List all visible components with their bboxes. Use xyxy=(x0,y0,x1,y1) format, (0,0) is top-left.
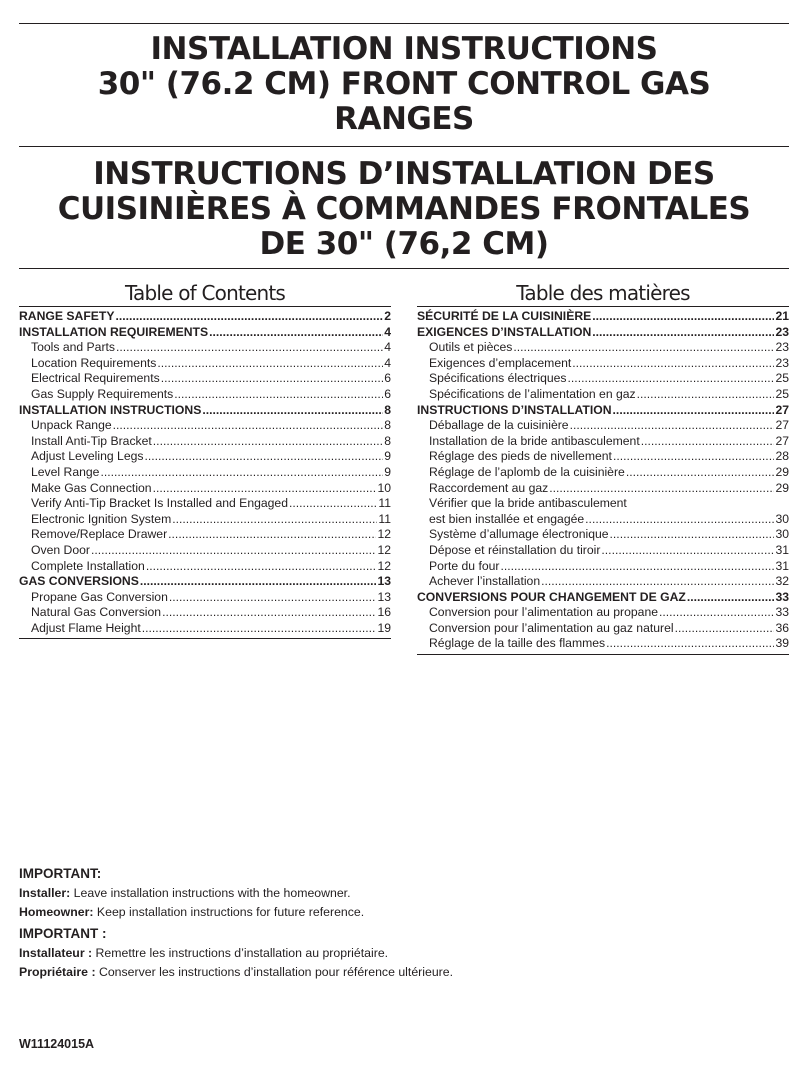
toc-entry-label: Achever l’installation xyxy=(429,574,541,589)
toc-entry-page: 33 xyxy=(775,605,789,620)
toc-entry[interactable] xyxy=(19,340,391,356)
toc-entry[interactable] xyxy=(19,387,391,403)
toc-entry-label: Adjust Leveling Legs xyxy=(31,449,144,464)
toc-leader-dots xyxy=(289,496,377,512)
installer-text-fr: Remettre les instructions d’installation au propriétaire. xyxy=(92,946,389,960)
toc-entry-page: 29 xyxy=(775,480,789,495)
toc-section-entry[interactable] xyxy=(19,325,391,341)
toc-section-entry[interactable] xyxy=(19,309,391,325)
toc-entry[interactable] xyxy=(19,481,391,497)
toc-entry-label: Conversion pour l’alimentation au gaz naturel xyxy=(429,620,674,635)
homeowner-note-fr xyxy=(19,963,789,982)
toc-heading-fr: Table des matières xyxy=(516,281,690,305)
toc-entry-label: Dépose et réinstallation du tiroir xyxy=(429,542,601,557)
top-rule xyxy=(19,23,789,24)
title-fr-line1: INSTRUCTIONS D’INSTALLATION DES xyxy=(93,156,715,192)
toc-entry[interactable] xyxy=(19,605,391,621)
toc-leader-dots xyxy=(641,434,775,450)
toc-entry-label: Natural Gas Conversion xyxy=(31,605,162,620)
toc-leader-dots xyxy=(161,371,384,387)
toc-entry-page: 11 xyxy=(378,511,391,526)
toc-entry-page: 28 xyxy=(775,449,789,464)
toc-leader-dots xyxy=(601,543,774,559)
toc-entry-page: 13 xyxy=(377,589,391,604)
toc-entry-label: Electrical Requirements xyxy=(31,371,160,386)
title-fr-line3: DE 30" (76,2 CM) xyxy=(259,226,549,262)
toc-entry-page: 12 xyxy=(377,558,391,573)
toc-entry-page: 36 xyxy=(775,620,789,635)
installer-note-en xyxy=(19,884,789,903)
toc-list-fr xyxy=(417,309,789,652)
toc-leader-dots xyxy=(592,309,774,325)
toc-entry-label: INSTRUCTIONS D’INSTALLATION xyxy=(417,402,612,417)
toc-entry-label: Spécifications électriques xyxy=(429,371,567,386)
toc-leader-dots xyxy=(172,512,377,528)
toc-entry-page: 21 xyxy=(775,309,789,323)
toc-leader-dots xyxy=(592,325,774,341)
toc-leader-dots xyxy=(169,590,377,606)
toc-entry-label: Verify Anti-Tip Bracket Is Installed and Engaged xyxy=(31,496,288,511)
toc-entry-page: 31 xyxy=(775,542,789,557)
toc-french xyxy=(417,281,789,655)
toc-entry-page: 29 xyxy=(775,464,789,479)
toc-entry-label: Raccordement au gaz xyxy=(429,480,549,495)
toc-entry-label: Outils et pièces xyxy=(429,340,513,355)
toc-entry[interactable] xyxy=(417,418,789,434)
toc-entry-page: 8 xyxy=(384,402,391,417)
toc-leader-dots xyxy=(153,481,377,497)
toc-entry[interactable] xyxy=(417,449,789,465)
toc-entry[interactable] xyxy=(417,636,789,652)
toc-heading-rule-en xyxy=(19,306,391,307)
toc-leader-dots xyxy=(157,356,383,372)
toc-leader-dots xyxy=(687,590,775,606)
title-en-line1: INSTALLATION INSTRUCTIONS xyxy=(150,31,658,67)
toc-entry-label: EXIGENCES D’INSTALLATION xyxy=(417,324,592,339)
toc-bottom-rule-fr xyxy=(417,654,789,655)
toc-entry-label: Système d’allumage électronique xyxy=(429,527,609,542)
toc-entry-page: 6 xyxy=(384,386,391,401)
toc-entry-label: Réglage de la taille des flammes xyxy=(429,636,606,651)
toc-entry-page: 10 xyxy=(377,480,391,495)
toc-entry[interactable] xyxy=(19,543,391,559)
toc-leader-dots xyxy=(572,356,774,372)
toc-leader-dots xyxy=(209,325,383,341)
toc-entry[interactable] xyxy=(417,371,789,387)
toc-entry[interactable] xyxy=(417,574,789,590)
toc-entry[interactable] xyxy=(417,496,789,527)
important-heading-en: IMPORTANT: xyxy=(19,866,102,881)
toc-entry-label: CONVERSIONS POUR CHANGEMENT DE GAZ xyxy=(417,589,686,604)
installer-label-en: Installer: xyxy=(19,886,71,900)
toc-section-entry[interactable] xyxy=(417,590,789,606)
toc-entry-label: INSTALLATION REQUIREMENTS xyxy=(19,324,209,339)
toc-leader-dots xyxy=(585,512,774,528)
toc-entry-page: 25 xyxy=(775,386,789,401)
toc-entry-page: 9 xyxy=(384,464,391,479)
important-heading-fr: IMPORTANT : xyxy=(19,926,107,941)
toc-entry[interactable] xyxy=(19,527,391,543)
toc-leader-dots xyxy=(613,449,775,465)
homeowner-label-fr: Propriétaire : xyxy=(19,965,96,979)
toc-entry-label: GAS CONVERSIONS xyxy=(19,574,139,589)
toc-entry[interactable] xyxy=(417,465,789,481)
toc-entry[interactable] xyxy=(417,340,789,356)
toc-leader-dots xyxy=(500,559,774,575)
toc-section-entry[interactable] xyxy=(19,574,391,590)
toc-leader-dots xyxy=(637,387,775,403)
toc-entry[interactable] xyxy=(417,434,789,450)
toc-entry-page: 2 xyxy=(384,309,391,323)
toc-entry-continuation xyxy=(429,512,789,528)
toc-entry-page: 13 xyxy=(377,574,391,589)
toc-section-entry[interactable] xyxy=(417,403,789,419)
toc-leader-dots xyxy=(146,559,377,575)
toc-section-entry[interactable] xyxy=(19,403,391,419)
toc-entry-label-cont: est bien installée et engagée xyxy=(429,511,585,526)
toc-entry[interactable] xyxy=(19,621,391,637)
toc-entry-label: Oven Door xyxy=(31,542,90,557)
toc-entry-page: 12 xyxy=(377,542,391,557)
toc-entry[interactable] xyxy=(19,434,391,450)
toc-entry-label: Remove/Replace Drawer xyxy=(31,527,168,542)
important-notice-en xyxy=(19,864,789,922)
toc-entry-label: Unpack Range xyxy=(31,418,112,433)
toc-heading-en: Table of Contents xyxy=(124,281,286,305)
toc-entry-page: 19 xyxy=(377,620,391,635)
toc-entry-page: 30 xyxy=(775,527,789,542)
toc-entry[interactable] xyxy=(417,527,789,543)
toc-entry-page: 39 xyxy=(775,636,789,651)
homeowner-label-en: Homeowner: xyxy=(19,905,94,919)
toc-entry[interactable] xyxy=(19,371,391,387)
toc-leader-dots xyxy=(116,340,383,356)
title-divider-rule xyxy=(19,146,789,147)
important-notice-fr xyxy=(19,924,789,982)
page-title-fr xyxy=(19,157,789,262)
toc-entry-label: Spécifications de l’alimentation en gaz xyxy=(429,386,636,401)
toc-entry-page: 27 xyxy=(775,433,789,448)
page-title-en xyxy=(19,32,789,137)
toc-entry-label: Make Gas Connection xyxy=(31,480,152,495)
homeowner-note-en xyxy=(19,903,789,922)
toc-entry-label: Location Requirements xyxy=(31,355,157,370)
toc-leader-dots xyxy=(153,434,383,450)
toc-entry-label: Propane Gas Conversion xyxy=(31,589,168,604)
toc-leader-dots xyxy=(675,621,775,637)
toc-entry-label: Réglage de l’aplomb de la cuisinière xyxy=(429,464,625,479)
toc-leader-dots xyxy=(606,636,774,652)
toc-section-entry[interactable] xyxy=(417,309,789,325)
homeowner-text-fr: Conserver les instructions d’installation pour référence ultérieure. xyxy=(95,965,454,979)
toc-entry-label: Exigences d’emplacement xyxy=(429,355,572,370)
title-en-line3: RANGES xyxy=(334,101,474,137)
toc-leader-dots xyxy=(174,387,383,403)
toc-entry[interactable] xyxy=(417,621,789,637)
toc-entry-label: Réglage des pieds de nivellement xyxy=(429,449,612,464)
toc-entry-label: INSTALLATION INSTRUCTIONS xyxy=(19,402,202,417)
toc-entry-page: 25 xyxy=(775,371,789,386)
title-en-line2: 30" (76.2 CM) FRONT CONTROL GAS xyxy=(97,66,711,102)
toc-entry-page: 30 xyxy=(775,511,789,526)
toc-entry-page: 11 xyxy=(378,496,391,511)
toc-english xyxy=(19,281,391,639)
toc-entry-label: SÉCURITÉ DE LA CUISINIÈRE xyxy=(417,309,592,323)
toc-leader-dots xyxy=(162,605,376,621)
toc-entry-label: Conversion pour l’alimentation au propane xyxy=(429,605,658,620)
toc-entry[interactable] xyxy=(417,605,789,621)
toc-entry[interactable] xyxy=(19,559,391,575)
toc-entry-page: 23 xyxy=(775,324,789,339)
toc-entry[interactable] xyxy=(19,512,391,528)
toc-top-rule xyxy=(19,268,789,269)
toc-leader-dots xyxy=(513,340,774,356)
toc-entry[interactable] xyxy=(417,543,789,559)
toc-entry-label: Gas Supply Requirements xyxy=(31,386,174,401)
toc-entry[interactable] xyxy=(417,356,789,372)
toc-entry[interactable] xyxy=(19,418,391,434)
document-code: W11124015A xyxy=(19,1037,95,1051)
toc-entry-page: 4 xyxy=(384,340,391,355)
title-fr-line2: CUISINIÈRES À COMMANDES FRONTALES xyxy=(57,191,751,227)
toc-leader-dots xyxy=(113,418,384,434)
toc-entry-page: 8 xyxy=(384,418,391,433)
toc-entry-page: 4 xyxy=(384,324,391,339)
toc-entry-page: 16 xyxy=(377,605,391,620)
toc-entry-page: 31 xyxy=(775,558,789,573)
toc-entry-label: Porte du four xyxy=(429,558,500,573)
toc-entry-label: Vérifier que la bride antibasculement xyxy=(429,496,627,511)
toc-entry[interactable] xyxy=(19,465,391,481)
installer-note-fr xyxy=(19,944,789,963)
toc-leader-dots xyxy=(91,543,377,559)
toc-leader-dots xyxy=(142,621,377,637)
toc-entry[interactable] xyxy=(19,449,391,465)
toc-heading-rule-fr xyxy=(417,306,789,307)
toc-leader-dots xyxy=(100,465,383,481)
toc-entry-label: Installation de la bride antibasculement xyxy=(429,433,640,448)
toc-entry-page: 6 xyxy=(384,371,391,386)
installer-label-fr: Installateur : xyxy=(19,946,93,960)
toc-leader-dots xyxy=(140,574,377,590)
toc-leader-dots xyxy=(202,403,383,419)
toc-entry-page: 33 xyxy=(775,589,789,604)
toc-entry-page: 27 xyxy=(775,418,789,433)
toc-entry-page: 12 xyxy=(377,527,391,542)
toc-entry-page: 9 xyxy=(384,449,391,464)
toc-leader-dots xyxy=(613,403,775,419)
toc-entry-page: 4 xyxy=(384,355,391,370)
toc-entry-page: 23 xyxy=(775,340,789,355)
toc-entry[interactable] xyxy=(19,496,391,512)
toc-entry-label: Adjust Flame Height xyxy=(31,620,141,635)
toc-leader-dots xyxy=(541,574,774,590)
toc-entry-label: Level Range xyxy=(31,464,100,479)
toc-entry-page: 8 xyxy=(384,433,391,448)
toc-leader-dots xyxy=(115,309,383,325)
toc-list-en xyxy=(19,309,391,636)
homeowner-text-en: Keep installation instructions for future reference. xyxy=(93,905,365,919)
toc-leader-dots xyxy=(659,605,774,621)
toc-section-entry[interactable] xyxy=(417,325,789,341)
toc-leader-dots xyxy=(549,481,774,497)
toc-entry-page: 32 xyxy=(775,574,789,589)
toc-entry[interactable] xyxy=(417,387,789,403)
toc-bottom-rule-en xyxy=(19,638,391,639)
toc-entry[interactable] xyxy=(19,590,391,606)
toc-leader-dots xyxy=(626,465,775,481)
toc-leader-dots xyxy=(570,418,775,434)
toc-entry-label: RANGE SAFETY xyxy=(19,309,115,323)
installer-text-en: Leave installation instructions with the homeowner. xyxy=(70,886,351,900)
toc-leader-dots xyxy=(144,449,383,465)
toc-leader-dots xyxy=(610,527,775,543)
toc-entry-label: Electronic Ignition System xyxy=(31,511,172,526)
toc-entry-label: Complete Installation xyxy=(31,558,145,573)
toc-entry-label: Déballage de la cuisinière xyxy=(429,418,569,433)
toc-entry[interactable] xyxy=(417,481,789,497)
toc-entry[interactable] xyxy=(417,559,789,575)
toc-entry-label: Install Anti-Tip Bracket xyxy=(31,433,152,448)
toc-entry-page: 23 xyxy=(775,355,789,370)
toc-entry[interactable] xyxy=(19,356,391,372)
toc-entry-label: Tools and Parts xyxy=(31,340,116,355)
toc-leader-dots xyxy=(168,527,376,543)
toc-entry-page: 27 xyxy=(775,402,789,417)
toc-leader-dots xyxy=(568,371,775,387)
